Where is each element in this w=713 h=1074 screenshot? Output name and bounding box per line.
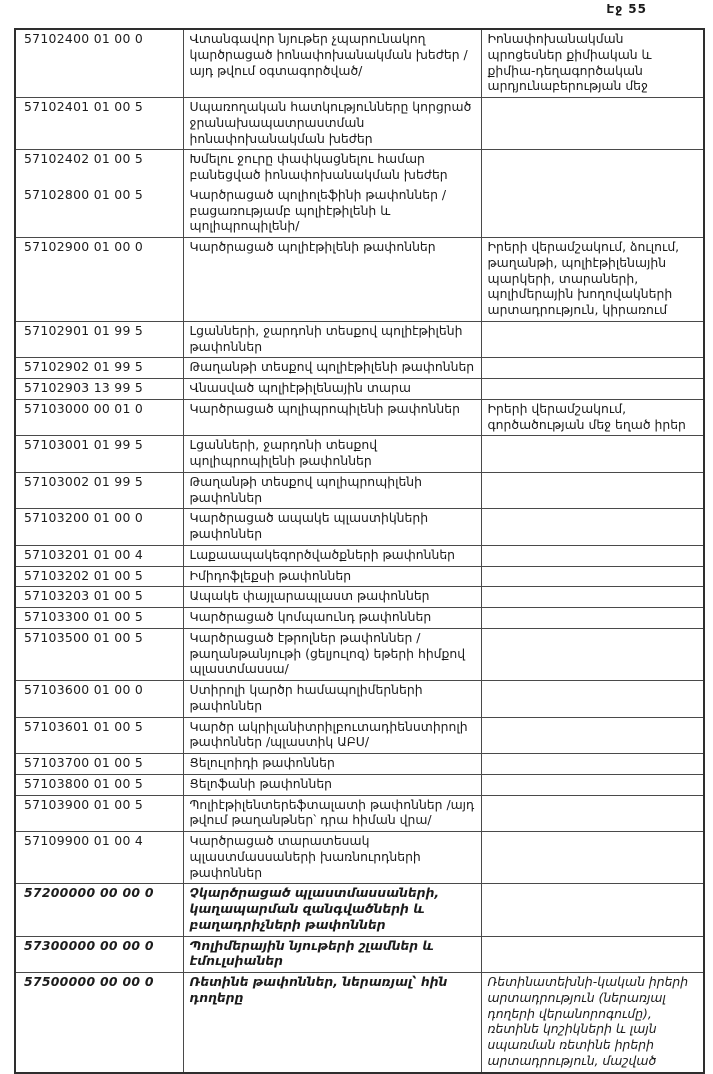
table-row xyxy=(15,321,704,358)
cell-usage: Ռետինատեխնի-կական իրերի արտադրություն (ներառյալ դողերի վերանորոգումը), ռետինե կոշիկների և լայն սպառման ռետինե իրերի արտադրություն, մաշված xyxy=(481,973,704,1073)
cell-description: Իմիդոֆլեքսի թափոններ xyxy=(183,566,481,587)
cell-description: Ցելոֆանի թափոններ xyxy=(183,774,481,795)
cell-code: 57102903 13 99 5 xyxy=(15,379,183,400)
cell-usage xyxy=(481,358,704,379)
cell-description: Կարծրացած պոլիոլեֆինի թափոններ /բացառությամբ պոլիէթիլենի և պոլիպրոպիլենի/ xyxy=(183,186,481,238)
table-row xyxy=(15,436,704,473)
cell-usage xyxy=(481,884,704,936)
table-row xyxy=(15,973,704,1073)
cell-description: Թաղանթի տեսքով պոլիէթիլենի թափոններ xyxy=(183,358,481,379)
table-row xyxy=(15,472,704,509)
cell-description: Վնասված պոլիէթիլենային տարա xyxy=(183,379,481,400)
cell-usage xyxy=(481,832,704,884)
cell-usage xyxy=(481,98,704,150)
cell-usage xyxy=(481,321,704,358)
table-row xyxy=(15,150,704,186)
cell-code: 57102901 01 99 5 xyxy=(15,321,183,358)
table-row xyxy=(15,238,704,322)
cell-description: Չկարծրացած պլաստմասսաների, կաղապարման զանգվածների և բաղադրիչների թափոններ xyxy=(183,884,481,936)
cell-description: Կարծրացած պոլիպրոպիլենի թափոններ xyxy=(183,399,481,436)
cell-code: 57300000 00 00 0 xyxy=(15,936,183,973)
cell-description: Կարծրացած ապակե պլաստիկների թափոններ xyxy=(183,509,481,546)
cell-code: 57102402 01 00 5 xyxy=(15,150,183,186)
table-row xyxy=(15,884,704,936)
cell-usage xyxy=(481,795,704,832)
table-row xyxy=(15,795,704,832)
waste-classification-table xyxy=(14,28,705,1074)
cell-description: Ապակե փայլարապլաստ թափոններ xyxy=(183,587,481,608)
cell-code: 57102400 01 00 0 xyxy=(15,29,183,98)
cell-usage xyxy=(481,150,704,186)
cell-code: 57103500 01 00 5 xyxy=(15,628,183,680)
table-row xyxy=(15,717,704,754)
cell-usage xyxy=(481,545,704,566)
cell-code: 57103201 01 00 4 xyxy=(15,545,183,566)
cell-description: Պոլիմերային նյութերի շլամներ և էմուլսիաներ xyxy=(183,936,481,973)
cell-description: Ռետինե թափոններ, ներառյալ՝ հին դողերը xyxy=(183,973,481,1073)
cell-usage xyxy=(481,436,704,473)
table-row xyxy=(15,832,704,884)
cell-usage xyxy=(481,936,704,973)
cell-usage xyxy=(481,608,704,629)
cell-code: 57103900 01 00 5 xyxy=(15,795,183,832)
table-row xyxy=(15,509,704,546)
cell-description: Կարծրացած կոմպաունդ թափոններ xyxy=(183,608,481,629)
cell-usage: Իոնափոխանակման պրոցեսներ քիմիական և քիմիա-դեղագործական արդյունաբերության մեջ xyxy=(481,29,704,98)
cell-code: 57200000 00 00 0 xyxy=(15,884,183,936)
cell-description: Թաղանթի տեսքով պոլիպրոպիլենի թափոններ xyxy=(183,472,481,509)
cell-usage xyxy=(481,472,704,509)
cell-usage xyxy=(481,681,704,718)
cell-description: Կարծրացած տարատեսակ պլաստմասսաների խառնուրդների թափոններ xyxy=(183,832,481,884)
table-row xyxy=(15,608,704,629)
table-row xyxy=(15,29,704,98)
cell-description: Խմելու ջուրը փափկացնելու համար բանեցված իոնափոխանակման խեժեր xyxy=(183,150,481,186)
table-row xyxy=(15,399,704,436)
cell-code: 57103203 01 00 5 xyxy=(15,587,183,608)
cell-usage xyxy=(481,379,704,400)
table-row xyxy=(15,186,704,238)
cell-code: 57103700 01 00 5 xyxy=(15,754,183,775)
cell-description: Կարծր ակրիլանիտրիլբուտադիենստիրոլի թափոններ /պլաստիկ ԱԲՍ/ xyxy=(183,717,481,754)
cell-description: Սպառողական հատկությունները կորցրած ջրանախապատրաստման իոնափոխանակման խեժեր xyxy=(183,98,481,150)
table-row xyxy=(15,358,704,379)
table-row xyxy=(15,936,704,973)
cell-usage: Իրերի վերամշակում, գործածության մեջ եղած իրեր xyxy=(481,399,704,436)
cell-description: Կարծրացած պոլիէթիլենի թափոններ xyxy=(183,238,481,322)
cell-code: 57103002 01 99 5 xyxy=(15,472,183,509)
cell-description: Ստիրոլի կարծր համապոլիմերների թափոններ xyxy=(183,681,481,718)
cell-code: 57102401 01 00 5 xyxy=(15,98,183,150)
cell-code: 57500000 00 00 0 xyxy=(15,973,183,1073)
cell-code: 57103300 01 00 5 xyxy=(15,608,183,629)
cell-usage xyxy=(481,754,704,775)
page-number: Էջ 55 xyxy=(606,2,647,16)
cell-code: 57103601 01 00 5 xyxy=(15,717,183,754)
cell-usage xyxy=(481,628,704,680)
cell-code: 57103001 01 99 5 xyxy=(15,436,183,473)
cell-code: 57103600 01 00 0 xyxy=(15,681,183,718)
table-row xyxy=(15,681,704,718)
cell-usage: Իրերի վերամշակում, ձուլում, թաղանթի, պոլիէթիլենային պարկերի, տարաների, պոլիմերային խողովակների արտադրություն, կիրառում xyxy=(481,238,704,322)
cell-description: Լցանների, ջարդոնի տեսքով պոլիպրոպիլենի թափոններ xyxy=(183,436,481,473)
cell-usage xyxy=(481,186,704,238)
cell-description: Ցելուլոիդի թափոններ xyxy=(183,754,481,775)
table-row xyxy=(15,98,704,150)
cell-code: 57109900 01 00 4 xyxy=(15,832,183,884)
cell-usage xyxy=(481,587,704,608)
table-row xyxy=(15,628,704,680)
cell-code: 57102902 01 99 5 xyxy=(15,358,183,379)
table-row xyxy=(15,754,704,775)
table-row xyxy=(15,774,704,795)
cell-description: Լաքաապակեգործվածքների թափոններ xyxy=(183,545,481,566)
cell-code: 57103200 01 00 0 xyxy=(15,509,183,546)
cell-code: 57103202 01 00 5 xyxy=(15,566,183,587)
cell-description: Լցանների, ջարդոնի տեսքով պոլիէթիլենի թափոններ xyxy=(183,321,481,358)
cell-code: 57102800 01 00 5 xyxy=(15,186,183,238)
cell-code: 57102900 01 00 0 xyxy=(15,238,183,322)
table-row xyxy=(15,566,704,587)
cell-code: 57103000 00 01 0 xyxy=(15,399,183,436)
cell-usage xyxy=(481,509,704,546)
table-row xyxy=(15,379,704,400)
cell-description: Կարծրացած էթրոլներ թափոններ /թաղանթանյութի (ցելյուլոզ) եթերի հիմքով պլաստմասսա/ xyxy=(183,628,481,680)
table-row xyxy=(15,545,704,566)
cell-usage xyxy=(481,717,704,754)
cell-code: 57103800 01 00 5 xyxy=(15,774,183,795)
table-row xyxy=(15,587,704,608)
cell-description: Պոլիէթիլենտերեֆտալատի թափոններ /այդ թվում թաղանթներ՝ դրա հիման վրա/ xyxy=(183,795,481,832)
cell-description: Վտանգավոր նյութեր չպարունակող կարծրացած իոնափոխանակման խեժեր /այդ թվում օգտագործված/ xyxy=(183,29,481,98)
cell-usage xyxy=(481,774,704,795)
cell-usage xyxy=(481,566,704,587)
